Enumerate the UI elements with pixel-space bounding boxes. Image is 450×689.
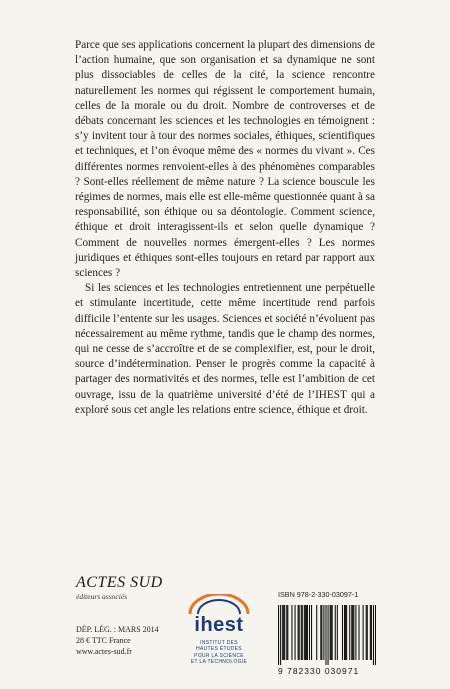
- barcode-bar: [363, 605, 364, 660]
- barcode-bar: [305, 605, 306, 660]
- barcode-bar: [309, 605, 310, 660]
- ihest-wordmark: ihest: [194, 614, 244, 636]
- ihest-tagline-line: POUR LA SCIENCE: [194, 652, 244, 659]
- barcode-bar: [345, 605, 346, 660]
- barcode-bar: [352, 605, 353, 660]
- barcode-bar: [291, 605, 292, 660]
- barcode-bar: [373, 605, 374, 665]
- barcode-bar: [287, 605, 288, 660]
- barcode-bar: [286, 605, 287, 660]
- barcode-bar: [323, 605, 324, 660]
- publisher-logo: [76, 574, 163, 602]
- barcode-bar: [283, 605, 284, 660]
- barcode: [278, 605, 376, 665]
- barcode-bar: [344, 605, 345, 660]
- barcode-bar: [355, 605, 356, 660]
- barcode-bar: [367, 605, 368, 660]
- ihest-tagline: [185, 640, 253, 665]
- barcode-bar: [307, 605, 308, 660]
- barcode-bar: [353, 605, 354, 660]
- paragraph-2: Si les sciences et les technologies entretiennent une perpétuelle et stimulante incertitude, cette même incertitude rend parfois difficile l’entente sur les usages. Sciences et société n’évoluent pas nécessairement au même rythme, tandis que le champ des normes, qui ne cesse de s’accroître et de se complexifier, est, pour le droit, source d’indétermination. Penser le progrès comme la capacité à partager des normativités et des normes, telle est l’ambition de cet ouvrage, issu de la quatrième université d’été de l’IHEST qui a exploré sous cet angle les relations entre science, éthique et droit.: [75, 282, 375, 416]
- barcode-bar: [346, 605, 347, 660]
- barcode-bar: [349, 605, 350, 660]
- barcode-bar: [371, 605, 372, 660]
- ihest-tagline-line: HAUTES ÉTUDES: [196, 646, 242, 653]
- ihest-arc-icon: [182, 594, 256, 616]
- barcode-bar: [321, 605, 322, 660]
- barcode-bar: [366, 605, 367, 660]
- barcode-bar: [311, 605, 312, 660]
- barcode-bar: [298, 605, 299, 660]
- price: 28 € TTC France: [76, 636, 131, 645]
- barcode-bars: [278, 605, 376, 665]
- barcode-bar: [332, 605, 333, 660]
- barcode-bar: [316, 605, 317, 660]
- publisher-website: www.actes-sud.fr: [76, 647, 132, 656]
- barcode-bar: [331, 605, 332, 660]
- barcode-bar: [278, 605, 279, 665]
- barcode-bar: [330, 605, 331, 660]
- barcode-bar: [320, 605, 321, 660]
- barcode-bar: [328, 605, 329, 665]
- barcode-bar: [304, 605, 305, 660]
- barcode-bar: [295, 605, 296, 660]
- paragraph-1: Parce que ses applications concernent la plupart des dimensions de l’action humaine, que son organisation et sa dynamique ne sont plus dissociables de celles de la cité, la science rencontre naturellement les normes qui régissent le comportement humain, celles de la morale ou du droit. Nombre de controverses et de débats concernant les sciences et les technologies en témoignent : s’y invitent tour à tour des normes sociales, éthiques, scientifiques et techniques, et l’on évoque même des « normes du vivant ». Ces différentes normes renvoient-elles à des phénomènes comparables ? Sont-elles réellement de même nature ? La science bouscule les régimes de normes, mais elle est elle-même questionnée quant à sa responsabilité, son éthique ou sa déontologie. Comment science, éthique et droit interagissent-ils et selon quelle dynamique ? Comment de nouvelles normes émergent-elles ? Les normes juridiques et éthiques sont-elles toujours en retard par rapport aux sciences ?: [75, 39, 375, 280]
- legal-info: [76, 624, 159, 657]
- barcode-bar: [284, 605, 285, 660]
- barcode-bar: [282, 605, 283, 660]
- legal-deposit: DÉP. LÉG. : MARS 2014: [76, 625, 159, 634]
- barcode-bar: [370, 605, 371, 660]
- ihest-tagline-line: ET LA TECHNOLOGIE: [190, 658, 248, 665]
- barcode-bar: [325, 605, 326, 665]
- barcode-bar: [375, 605, 376, 665]
- barcode-digits: 9 782330 030971: [278, 666, 360, 676]
- ihest-tagline-line: INSTITUT DES: [200, 640, 238, 646]
- ihest-logo: [182, 594, 256, 672]
- barcode-bar: [342, 605, 343, 660]
- barcode-bar: [299, 605, 300, 660]
- barcode-bar: [351, 605, 352, 660]
- barcode-bar: [280, 605, 281, 665]
- barcode-bar: [337, 605, 338, 660]
- back-cover-text: [75, 38, 375, 418]
- publisher-subtitle: éditeurs associés: [76, 592, 128, 601]
- barcode-bar: [302, 605, 303, 660]
- publisher-name: ACTES SUD: [76, 574, 163, 591]
- barcode-block: [278, 590, 378, 676]
- barcode-bar: [335, 605, 336, 660]
- barcode-bar: [306, 605, 307, 660]
- barcode-bar: [358, 605, 359, 660]
- isbn-label: ISBN 978-2-330-03097-1: [278, 590, 359, 599]
- barcode-bar: [301, 605, 302, 660]
